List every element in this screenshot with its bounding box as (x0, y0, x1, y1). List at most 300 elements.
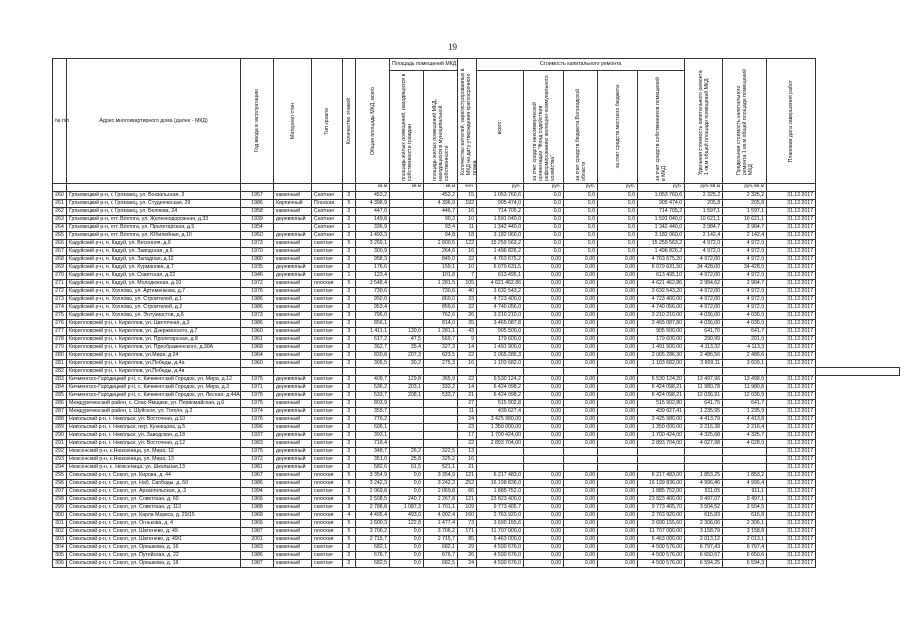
table-cell: 0,00 (598, 344, 638, 352)
table-cell: 73 (458, 520, 477, 528)
table-cell: 3 706,2 (356, 528, 390, 536)
table-cell: 16 (458, 360, 477, 368)
table-cell: 3 984,7 (685, 224, 723, 232)
table-cell: 31.12.2017 (767, 344, 816, 352)
table-cell: Кадуйский р-н, п. Хохлово, ул. Энтузиастов, д.6 (67, 312, 241, 320)
table-cell: 0,00 (564, 512, 598, 520)
table-cell: 31.12.2017 (767, 392, 816, 400)
table-body (53, 192, 900, 568)
table-cell: 31.12.2017 (767, 536, 816, 544)
table-cell: 6 424 098,2 (477, 384, 524, 392)
table-cell: 2 (343, 384, 356, 392)
table-cell: 493,0 (390, 512, 424, 520)
table-cell: скатная (312, 416, 343, 424)
table-cell: 17 (458, 432, 477, 440)
table-cell: Сокольский р-н, г. Сокол, ул. Кирова, д. 44 (67, 472, 241, 480)
table-cell: деревянный (274, 456, 312, 464)
table-cell: 31.12.2017 (767, 480, 816, 488)
table-cell: 0,0 (598, 232, 638, 240)
table-cell: 0,00 (598, 424, 638, 432)
table-cell: 105 (458, 280, 477, 288)
table-cell: 3 504,52 (685, 504, 723, 512)
table-cell: 23 823 400,00 (638, 496, 685, 504)
table-cell: 2 267,8 (424, 496, 458, 504)
table-cell: каменный (274, 552, 312, 560)
table-cell: 0,0 (524, 224, 564, 232)
table-row (53, 344, 900, 352)
unit-cell: руб. (564, 184, 598, 192)
col-cost-fund: за счет средств некоммерческой организации "Фонд содействия реформированию жилищно-коммунального хозяйства" (524, 71, 564, 184)
table-row (53, 432, 900, 440)
table-cell: 31.12.2017 (767, 200, 816, 208)
table-cell: 22 (458, 352, 477, 360)
table-cell: 0,00 (524, 440, 564, 448)
table-row (53, 552, 900, 560)
table-cell: 304 (53, 544, 67, 552)
table-cell: 1 597,1 (723, 208, 767, 216)
table-cell: 0,00 (524, 512, 564, 520)
table-cell: 129,8 (390, 376, 424, 384)
table-cell: 0,00 (564, 552, 598, 560)
table-cell: 0,00 (524, 432, 564, 440)
table-cell: 641,75 (685, 400, 723, 408)
table-cell: 31.12.2017 (767, 488, 816, 496)
table-cell: Кирилловский р-н, г. Кириллов, ул.Победы, д.4а (67, 360, 241, 368)
table-cell: деревянный (274, 272, 312, 280)
table-row (53, 392, 900, 400)
table-cell: 2 (343, 488, 356, 496)
table-cell: 3 632 543,2 (477, 288, 524, 296)
table-cell: 18 (458, 232, 477, 240)
table-cell: 1966 (241, 520, 274, 528)
table-cell: 0,00 (524, 400, 564, 408)
table-cell: 0,00 (564, 288, 598, 296)
table-cell: 4 972,0 (723, 288, 767, 296)
table-cell: 4 500 576,0 (477, 560, 524, 568)
table-cell: 682,1 (356, 544, 390, 552)
table-cell: 0,0 (598, 216, 638, 224)
table-cell: 9 497,1 (723, 496, 767, 504)
table-cell: Кирилловский р-н, г. Кириллов, ул. Цветочная, д.3 (67, 320, 241, 328)
table-cell: каменный (274, 312, 312, 320)
table-cell: каменный (274, 352, 312, 360)
table-cell: 31.12.2017 (767, 464, 816, 472)
table-cell (477, 464, 524, 472)
table-cell: 0,00 (564, 360, 598, 368)
table-cell: 0,00 (524, 272, 564, 280)
table-cell: 1 (343, 272, 356, 280)
table-cell: 26,2 (390, 448, 424, 456)
table-cell: каменный (274, 440, 312, 448)
table-cell: 606,1 (356, 424, 390, 432)
table-cell: 0,00 (524, 280, 564, 288)
table-cell: 1983 (241, 440, 274, 448)
table-cell: 2 013,12 (685, 536, 723, 544)
table-cell (524, 448, 564, 456)
table-cell: 4 398,9 (356, 200, 390, 208)
table-cell: 1994 (241, 488, 274, 496)
table-cell (390, 216, 424, 224)
table-cell: 0,0 (598, 192, 638, 200)
table-cell: 4 036,00 (685, 320, 723, 328)
table-cell: 615,8 (723, 512, 767, 520)
table-cell: 31.12.2017 (767, 520, 816, 528)
col-cost-total: всего: (477, 71, 524, 184)
table-cell: деревянный (274, 264, 312, 272)
table-cell: скатная (312, 328, 343, 336)
table-cell: 149,8 (356, 216, 390, 224)
table-cell: 0,00 (598, 440, 638, 448)
table-cell: 0,00 (598, 312, 638, 320)
table-cell: скатная (312, 264, 343, 272)
table-cell: 0,00 (598, 304, 638, 312)
table-cell: 0,00 (524, 352, 564, 360)
table-cell: 336,9 (356, 224, 390, 232)
table-cell: 22 (458, 376, 477, 384)
table-cell: 0,00 (524, 296, 564, 304)
table-cell: 123,4 (356, 272, 390, 280)
table-cell: 4 500 576,00 (638, 552, 685, 560)
table-cell (524, 464, 564, 472)
table-cell: 0,00 (598, 536, 638, 544)
table-cell: 6 424 098,21 (638, 384, 685, 392)
table-cell: 252 (458, 480, 477, 488)
table-cell: 31.12.2017 (767, 304, 816, 312)
table-cell: 911,05 (685, 488, 723, 496)
table-cell: 5 (343, 496, 356, 504)
table-cell: 2 (343, 192, 356, 200)
table-row (53, 272, 900, 280)
table-cell: 409,7 (356, 376, 390, 384)
table-cell (723, 456, 767, 464)
table-cell (390, 408, 424, 416)
table-cell: 1971 (241, 384, 274, 392)
table-cell: 515 902,8 (477, 400, 524, 408)
table-cell: 270 (53, 272, 67, 280)
table-cell: 31.12.2017 (767, 432, 816, 440)
table-cell: 31.12.2017 (767, 448, 816, 456)
table-cell: 2 (343, 232, 356, 240)
table-cell: 2001 (241, 536, 274, 544)
table-cell: 0,00 (598, 496, 638, 504)
table-cell: 263 (53, 216, 67, 224)
table-cell: Кичменгско-Городецкий р-н, с. Кичменгский Городок, ул. Мира, д.3 (67, 384, 241, 392)
table-cell: 0,00 (524, 344, 564, 352)
table-cell: 208,1 (390, 392, 424, 400)
table-cell: скатная (312, 272, 343, 280)
unit-cell: руб. (598, 184, 638, 192)
table-cell (390, 312, 424, 320)
table-cell: 453,2 (424, 192, 458, 200)
table-cell: 0,00 (598, 480, 638, 488)
table-cell (390, 232, 424, 240)
table-cell: 6 079 631,50 (638, 264, 685, 272)
table-cell (816, 368, 900, 376)
table-cell: 0,00 (598, 288, 638, 296)
table-cell: каменный (274, 536, 312, 544)
table-cell: 273 (53, 296, 67, 304)
table-cell: 292 (53, 448, 67, 456)
table-cell: Кирилловский р-н, г. Кириллов, ул.Мира, д.24 (67, 352, 241, 360)
table-cell: 4 500 576,00 (638, 544, 685, 552)
table-cell: 2 508,5 (356, 496, 390, 504)
col-total-area: Общая площадь МКД, всего (356, 59, 390, 184)
table-cell: 859,6 (424, 304, 458, 312)
table-cell: 0,00 (524, 360, 564, 368)
table-cell: деревянный (274, 216, 312, 224)
table-cell: 275 (53, 312, 67, 320)
unit-cell: руб./кв.м (723, 184, 767, 192)
table-cell: 333,2 (424, 384, 458, 392)
table-cell: 0,00 (564, 504, 598, 512)
table-cell: 26 (458, 552, 477, 560)
table-cell: 1966 (241, 496, 274, 504)
table-cell: скатная (312, 344, 343, 352)
table-cell: 1954 (241, 224, 274, 232)
repair-plan-table (52, 58, 900, 568)
table-cell (685, 368, 723, 376)
table-cell (390, 256, 424, 264)
table-cell: 0,00 (524, 424, 564, 432)
table-cell: 3 210 210,00 (638, 312, 685, 320)
table-cell (424, 424, 458, 432)
table-cell: 2 715,7 (424, 536, 458, 544)
table-cell: 266 (53, 240, 67, 248)
table-cell: 714 705,2 (638, 208, 685, 216)
table-cell: 11 707 000,00 (638, 528, 685, 536)
table-cell: каменный (274, 192, 312, 200)
table-cell: 533,7 (356, 392, 390, 400)
table-cell: 3 (343, 504, 356, 512)
table-cell: 6 650,57 (685, 552, 723, 560)
table-cell: 290 (53, 432, 67, 440)
table-cell: деревянный (274, 232, 312, 240)
table-cell: 1 491 900,0 (477, 344, 524, 352)
table-cell: 1981 (241, 464, 274, 472)
table-cell: 1 597,1 (685, 208, 723, 216)
table-cell: 3 609,11 (685, 360, 723, 368)
table-cell: 0,00 (598, 408, 638, 416)
col-walls: Материал стен (274, 59, 312, 184)
table-cell: Сокольский р-н, г. Сокол, ул. Архангельская, д. 2 (67, 488, 241, 496)
table-cell: 1960 (241, 328, 274, 336)
table-row (53, 192, 900, 200)
table-cell: 0,00 (564, 352, 598, 360)
table-cell: 446,7 (424, 208, 458, 216)
table-cell: 613 495,1 (477, 272, 524, 280)
table-row (53, 560, 900, 568)
table-cell (564, 464, 598, 472)
group-cost: Стоимость капитального ремонта (477, 59, 685, 71)
table-cell: 1 103 682,0 (477, 360, 524, 368)
table-cell: 0,00 (564, 328, 598, 336)
table-cell: 3 425 980,00 (477, 416, 524, 424)
table-cell: 12 036,91 (685, 392, 723, 400)
table-cell: Сокольский р-н, г. Сокол, ул. Карла Маркса, д. 29/15 (67, 512, 241, 520)
table-cell: 305,5 (356, 360, 390, 368)
table-cell: Нюксенский р-н, с.Нюксеница, ул. Мира, 13 (67, 456, 241, 464)
table-cell: 0,00 (524, 328, 564, 336)
table-cell: скатная (312, 320, 343, 328)
table-cell: скатная (312, 440, 343, 448)
table-row (53, 408, 900, 416)
table-row (53, 400, 900, 408)
table-cell: 0,0 (390, 536, 424, 544)
table-cell: 4 972,00 (685, 304, 723, 312)
table-cell (343, 368, 356, 376)
table-cell: 3 425 980,00 (638, 416, 685, 424)
table-cell: 6 217 483,0 (477, 472, 524, 480)
table-cell (390, 320, 424, 328)
table-cell: 2 325,2 (685, 192, 723, 200)
table-cell: 0,0 (564, 224, 598, 232)
table-cell: 261 (53, 200, 67, 208)
table-cell: 179 600,00 (638, 336, 685, 344)
table-cell: 171 (458, 528, 477, 536)
table-cell: 160 (458, 512, 477, 520)
table-row (53, 256, 900, 264)
table-cell: 2 306,1 (723, 520, 767, 528)
table-cell: 30,2 (390, 360, 424, 368)
table-cell: 0,00 (598, 280, 638, 288)
table-cell: 1939 (241, 216, 274, 224)
table-cell: 4 972,0 (723, 304, 767, 312)
table-cell: каменный (274, 416, 312, 424)
table-cell: 0,00 (524, 496, 564, 504)
table-cell (638, 448, 685, 456)
table-cell: 0,00 (524, 552, 564, 560)
table-cell: 4 002,4 (424, 512, 458, 520)
table-cell: 1988 (241, 504, 274, 512)
table-cell: 1986 (241, 304, 274, 312)
table-cell: 0,00 (524, 384, 564, 392)
table-cell: 351,0 (356, 456, 390, 464)
table-cell: 14 (458, 344, 477, 352)
table-cell: 0,0 (390, 480, 424, 488)
table-cell: 15 259 563,2 (638, 240, 685, 248)
table-cell: 31.12.2017 (767, 272, 816, 280)
table-cell: 0,00 (524, 288, 564, 296)
table-cell (274, 368, 312, 376)
table-cell: 14 (458, 384, 477, 392)
table-cell: 0,00 (598, 488, 638, 496)
table-cell: скатная (312, 456, 343, 464)
table-cell: 277 (53, 328, 67, 336)
table-cell: 34 428,00 (685, 264, 723, 272)
table-cell: 2 (343, 256, 356, 264)
unit-cell: кв.м (356, 184, 390, 192)
table-cell: 0,0 (524, 216, 564, 224)
table-cell: Нюксенский р-н, с. Нюксеница, ул. Школьная,13 (67, 464, 241, 472)
table-cell: Грязовецкий р-н, пгт. Вохтога, ул. Пролетарская, д.5 (67, 224, 241, 232)
table-cell: 0,00 (524, 256, 564, 264)
table-cell (390, 280, 424, 288)
table-cell: 1946 (241, 272, 274, 280)
table-cell: 0,00 (564, 416, 598, 424)
table-cell: 301 (53, 520, 67, 528)
table-cell: 2 788,8 (356, 504, 390, 512)
table-cell: 271 (53, 280, 67, 288)
table-cell (390, 272, 424, 280)
table-cell (390, 416, 424, 424)
table-cell: 305 (53, 552, 67, 560)
table-cell: деревянный (274, 408, 312, 416)
table-cell: скатная (312, 432, 343, 440)
table-cell: плоская (312, 472, 343, 480)
table-cell: 2 (343, 376, 356, 384)
table-cell: 3 984,7 (723, 224, 767, 232)
table-cell: 205,8 (723, 200, 767, 208)
table-cell: 2 (343, 264, 356, 272)
table-cell: 32 (458, 304, 477, 312)
table-cell: 2 763 920,00 (638, 512, 685, 520)
table-cell: 2 306,06 (685, 520, 723, 528)
table-cell: 31.12.2017 (767, 472, 816, 480)
table-row (53, 376, 900, 384)
table-cell: 274 (53, 304, 67, 312)
table-cell: 276 (53, 320, 67, 328)
table-cell: 1 548,4 (356, 280, 390, 288)
table-cell: 5 (343, 520, 356, 528)
table-cell: 0,00 (524, 472, 564, 480)
table-cell: скатная (312, 552, 343, 560)
table-row (53, 520, 900, 528)
table-cell: Сокольский р-н, г. Сокол, ул. Путейская, д. 22 (67, 552, 241, 560)
table-cell: 0,00 (524, 312, 564, 320)
table-cell: 31.12.2017 (767, 296, 816, 304)
table-cell: 1 281,5 (424, 280, 458, 288)
table-cell: 268 (53, 256, 67, 264)
table-cell: 515 902,80 (638, 400, 685, 408)
table-cell: 905 474,0 (477, 200, 524, 208)
table-cell: 66 (458, 488, 477, 496)
table-cell: 0,00 (524, 560, 564, 568)
table-cell: 0,0 (390, 528, 424, 536)
table-cell: 12 036,9 (723, 392, 767, 400)
table-cell: каменный (274, 400, 312, 408)
table-cell: 447,0 (356, 208, 390, 216)
table-cell: 13 (458, 448, 477, 456)
table-cell: 4 113,32 (685, 344, 723, 352)
table-cell: 31.12.2017 (767, 400, 816, 408)
table-cell: 31.12.2017 (767, 248, 816, 256)
table-cell: 1 496 826,2 (477, 248, 524, 256)
table-cell: 5 (343, 200, 356, 208)
table-cell (241, 368, 274, 376)
table-row (53, 496, 900, 504)
table-cell: 295 (53, 472, 67, 480)
col-no: № п/п (53, 59, 67, 184)
table-cell: 31.12.2017 (767, 408, 816, 416)
table-cell: 291 (53, 440, 67, 448)
table-cell: 40 (458, 288, 477, 296)
table-cell: 278 (53, 336, 67, 344)
table-cell: 730,6 (356, 288, 390, 296)
table-cell: 10 (458, 216, 477, 224)
table-cell: 0,0 (524, 232, 564, 240)
table-cell: 10 (458, 264, 477, 272)
table-cell: 24 (458, 416, 477, 424)
table-cell: Никольский р-н, г. Никольск, ул. Заводская, д.18 (67, 432, 241, 440)
table-cell: 0,00 (564, 280, 598, 288)
table-cell: 1980 (241, 256, 274, 264)
table-cell: Сокольский р-н, г. Сокол, ул. Огнькова, д. 4 (67, 520, 241, 528)
table-cell: 4 495,4 (356, 512, 390, 520)
table-cell: Кичменгско-Городецкий р-н, с. Кичменгский Городок, ул. Мира, д.12 (67, 376, 241, 384)
table-cell (312, 368, 343, 376)
table-cell: 803,9 (356, 400, 390, 408)
table-cell: 31.12.2017 (767, 552, 816, 560)
